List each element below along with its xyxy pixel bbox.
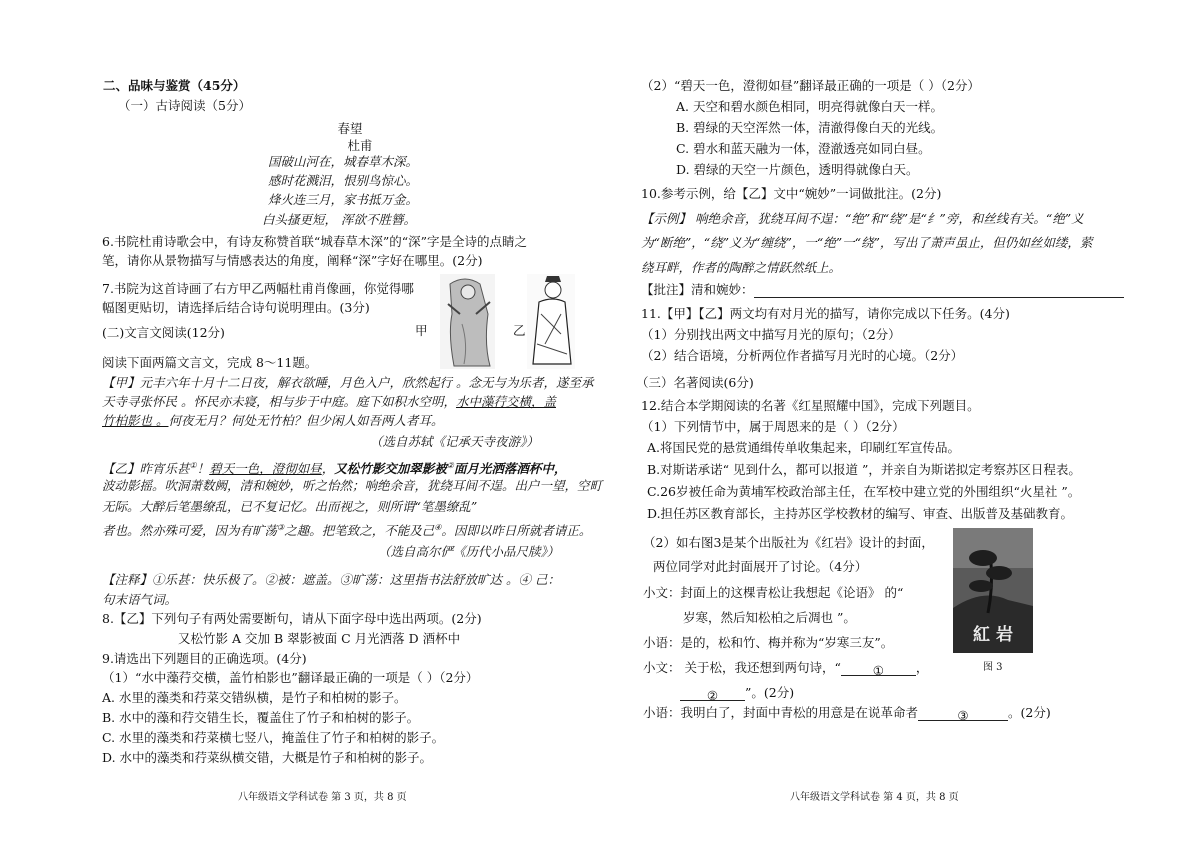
book-cover-image xyxy=(953,528,1033,653)
cover-title: 紅 岩 xyxy=(973,625,1013,645)
dialogue-xiaowen-poem-cont: ② ”。(2分) xyxy=(680,684,794,701)
poem-line: 国破山河在，城春草木深。 xyxy=(268,154,419,169)
question-10: 10.参考示例，给【乙】文中“婉妙”一词做批注。(2分) xyxy=(641,186,942,201)
notes: 【注释】①乐甚：快乐极了。②被：遮盖。③旷荡：这里指书法舒放旷达 。④ 己： xyxy=(102,572,560,587)
passage-jia-line: 竹柏影也 。何夜无月？何处无竹柏？但少闲人如吾两人者耳。 xyxy=(102,413,444,428)
question-12-2: （2）如右图3是某个出版社为《红岩》设计的封面， xyxy=(643,535,934,550)
portrait-label-yi: 乙 xyxy=(513,323,526,338)
annotation-line: 【批注】清和婉妙： xyxy=(641,281,1124,298)
poem-section-title: （一）古诗阅读（5分） xyxy=(118,98,251,113)
reading-instruction: 阅读下面两篇文言文，完成 8～11题。 xyxy=(102,355,318,370)
question-9-1-option: C. 水里的藻类和荇菜横七竖八，掩盖住了竹子和柏树的影子。 xyxy=(102,730,445,745)
question-8-sentence: 又松竹影 A 交加 B 翠影被面 C 月光洒落 D 酒杯中 xyxy=(178,631,461,646)
dialogue-xiaowen: 小文：封面上的这棵青松让我想起《论语》 的“ xyxy=(643,585,904,600)
question-12-1-option: C.26岁被任命为黄埔军校政治部主任，在军校中建立党的外围组织“火星社 ”。 xyxy=(647,484,1081,499)
question-7: 7.书院为这首诗画了右方甲乙两幅杜甫肖像画，你觉得哪 xyxy=(102,281,414,296)
answer-blank-3[interactable]: ③ xyxy=(918,707,1008,721)
passage-yi-line: 波动影摇。吹洞萧数阙，清和婉妙，听之怡然；响绝余音，犹绕耳间不逞。出户一望，空町 xyxy=(102,478,603,493)
question-12-1: （1）下列情节中，属于周恩来的是（ ）（2分） xyxy=(641,419,905,434)
passage-yi-line: 者也。然亦殊可爱，因为有旷荡③之趣。把笔致之，不能及己④。因即以昨日所就者请正。 xyxy=(102,523,592,539)
question-9-2-option: D. 碧绿的天空一片颜色，透明得就像白天。 xyxy=(676,162,919,177)
question-9: 9.请选出下列题目的正确选项。(4分) xyxy=(102,651,307,666)
example-text: 为“断绝”，“绕”义为“缠绕”，一“绝”一“绕”，写出了萧声虽止，但仍如丝如缕，萦 xyxy=(641,235,1093,250)
passage-yi-line: 无际。大醉后笔墨缭乱，已不复记忆。出而视之，则所谓“笔墨缭乱” xyxy=(102,499,478,514)
dialogue-xiaoyu-conclusion: 小语：我明白了，封面中青松的用意是在说革命者 ③ 。(2分) xyxy=(643,705,1051,723)
famous-books-section: （三）名著阅读(6分) xyxy=(636,375,754,390)
question-12: 12.结合本学期阅读的名著《红星照耀中国》，完成下列题目。 xyxy=(641,398,980,413)
passage-jia-line: 【甲】元丰六年十月十二日夜，解衣欲睡，月色入户，欣然起行 。念无与为乐者，遂至承 xyxy=(102,375,594,390)
passage-yi-line: 【乙】昨宵乐甚①！碧天一色，澄彻如昼，又松竹影交加翠影被②面月光洒落酒杯中， xyxy=(102,461,567,477)
poem-line: 感时花溅泪，恨别鸟惊心。 xyxy=(268,173,419,188)
poem-author: 杜甫 xyxy=(347,138,373,153)
question-11-1: （1）分别找出两文中描写月光的原句；（2分） xyxy=(641,327,901,342)
classical-section-title: (二)文言文阅读(12分) xyxy=(102,325,225,340)
notes-cont: 句末语气词。 xyxy=(102,592,178,607)
dialogue-xiaoyu: 小语：是的，松和竹、梅并称为“岁寒三友”。 xyxy=(643,635,894,650)
underlined-sentence: 碧天一色，澄彻如昼 xyxy=(209,461,322,477)
question-9-2: （2）“碧天一色，澄彻如昼”翻译最正确的一项是（ ）（2分） xyxy=(641,78,980,93)
portrait-jia-image xyxy=(440,274,495,369)
question-9-1-option: D. 水中的藻类和荇菜纵横交错，大概是竹子和柏树的影子。 xyxy=(102,750,433,765)
passage-jia-line: 天寺寻张怀民 。怀民亦未寝，相与步于中庭。庭下如积水空明，水中藻荇交横，盖 xyxy=(102,394,556,409)
underlined-sentence: 水中藻荇交横，盖 xyxy=(455,394,556,409)
question-9-1: （1）“水中藻荇交横，盖竹柏影也”翻译最正确的一项是（ ）（2分） xyxy=(102,670,479,685)
question-6-cont: 笔，请你从景物描写与情感表达的角度，阐释“深”字好在哪里。(2分) xyxy=(102,253,483,268)
question-12-1-option: B.对斯诺承诺“ 见到什么，都可以报道 ”，并亲自为斯诺拟定考察苏区日程表。 xyxy=(647,462,1081,477)
question-12-1-option: D.担任苏区教育部长，主持苏区学校教材的编写、审查、出版普及基础教育。 xyxy=(647,506,1074,521)
question-12-1-option: A.将国民党的悬赏通缉传单收集起来，印刷红军宣传品。 xyxy=(647,440,961,455)
figure-caption: 图 3 xyxy=(983,662,1003,673)
question-9-2-option: B. 碧绿的天空浑然一体，清澈得像白天的光线。 xyxy=(676,120,944,135)
annotation-answer-blank[interactable] xyxy=(754,284,1124,298)
page-footer-right: 八年级语文学科试卷 第 4 页，共 8 页 xyxy=(790,792,959,803)
underlined-sentence: 竹柏影也 。 xyxy=(102,413,169,428)
poem-line: 白头搔更短， 浑欲不胜簪。 xyxy=(262,212,416,227)
question-7-cont: 幅图更贴切，请选择后结合诗句说明理由。(3分) xyxy=(102,300,370,315)
dialogue-xiaowen-cont: 岁寒，然后知松柏之后凋也 ”。 xyxy=(683,610,856,625)
question-9-1-option: A. 水里的藻类和荇菜交错纵横，是竹子和柏树的影子。 xyxy=(102,690,407,705)
poem-title: 春望 xyxy=(337,121,363,136)
section-title: 二、品味与鉴赏（45分） xyxy=(103,78,246,93)
answer-blank-1[interactable]: ① xyxy=(841,662,916,676)
question-11: 11.【甲】【乙】两文均有对月光的描写，请你完成以下任务。(4分) xyxy=(641,306,1010,321)
portrait-label-jia: 甲 xyxy=(415,323,428,338)
question-12-2-cont: 两位同学对此封面展开了讨论。（4分） xyxy=(653,559,868,574)
question-9-2-option: A. 天空和碧水颜色相同，明亮得就像白天一样。 xyxy=(676,99,943,114)
answer-blank-2[interactable]: ② xyxy=(680,687,745,701)
passage-jia-source: （选自苏轼《记承天寺夜游》） xyxy=(370,434,539,449)
dialogue-xiaowen-poem: 小文： 关于松，我还想到两句诗，“ ① ， xyxy=(643,660,929,678)
passage-yi-source: （选自高尔俨《历代小品尺牍》） xyxy=(378,544,560,559)
example-text: 绕耳畔，作者的陶醉之情跃然纸上。 xyxy=(641,260,842,275)
example-text: 【示例】 响绝余音，犹绕耳间不逞：“绝”和“绕”是“纟”旁，和丝线有关。“绝”义 xyxy=(641,211,1084,226)
question-9-1-option: B. 水中的藻和荇交错生长，覆盖住了竹子和柏树的影子。 xyxy=(102,710,420,725)
question-6: 6.书院杜甫诗歌会中，有诗友称赞首联“城春草木深”的“深”字是全诗的点睛之 xyxy=(102,234,527,249)
portrait-yi-image xyxy=(527,274,575,369)
poem-line: 烽火连三月，家书抵万金。 xyxy=(268,192,419,207)
question-8: 8.【乙】下列句子有两处需要断句，请从下面字母中选出两项。(2分) xyxy=(102,611,482,626)
question-11-2: （2）结合语境，分析两位作者描写月光时的心境。（2分） xyxy=(641,348,964,363)
question-9-2-option: C. 碧水和蓝天融为一体，澄澈透亮如同白昼。 xyxy=(676,141,931,156)
page-footer-left: 八年级语文学科试卷 第 3 页，共 8 页 xyxy=(238,792,407,803)
